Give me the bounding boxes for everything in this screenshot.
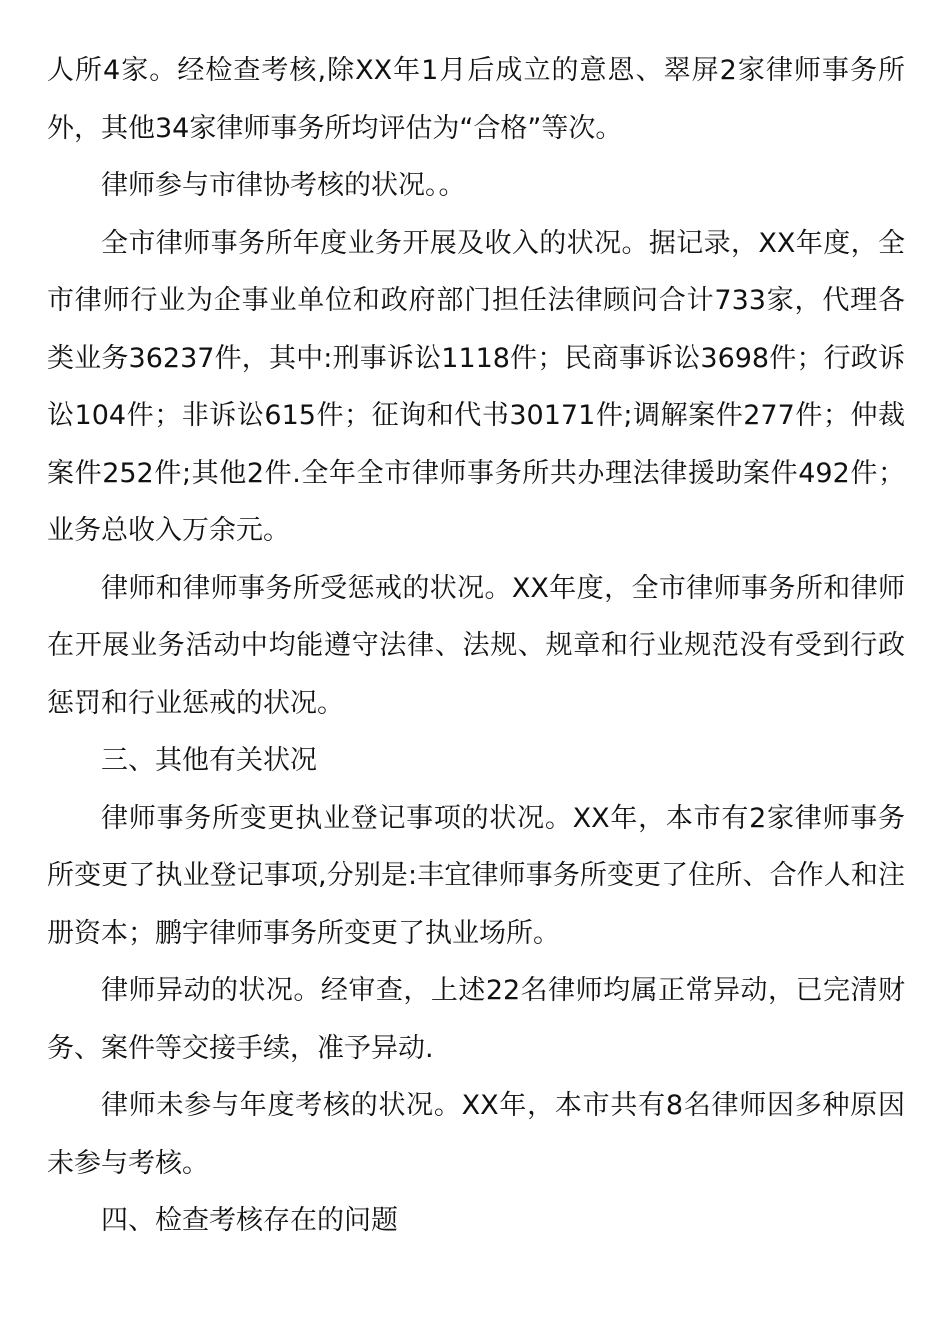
section-heading-problems: 四、检查考核存在的问题 (101, 1205, 398, 1236)
paragraph-registration-change: 律师事务所变更执业登记事项的状况。XX年，本市有2家律师事务所变更了执业登记事项,分别是:丰宜律师事务所变更了住所、合作人和注册资本；鹏宇律师事务所变更了执业场所。 (47, 802, 905, 949)
paragraph-lawyer-transfer: 律师异动的状况。经审查，上述22名律师均属正常异动，已完清财务、案件等交接手续，准予异动. (47, 975, 905, 1064)
paragraph-continuation: 人所4家。经检查考核,除XX年1月后成立的意恩、翠屏2家律师事务所外，其他34家律师事务所均评估为“合格”等次。 (47, 55, 905, 144)
paragraph-discipline: 律师和律师事务所受惩戒的状况。XX年度，全市律师事务所和律师在开展业务活动中均能遵守法律、法规、规章和行业规范没有受到行政惩罚和行业惩戒的状况。 (47, 572, 905, 719)
document-page (47, 42, 905, 1250)
paragraph-not-assessed: 律师未参与年度考核的状况。XX年，本市共有8名律师因多种原因未参与考核。 (47, 1090, 905, 1179)
paragraph-lawyer-assessment: 律师参与市律协考核的状况。。 (101, 170, 466, 201)
paragraph-business-income: 全市律师事务所年度业务开展及收入的状况。据记录，XX年度，全市律师行业为企事业单位和政府部门担任法律顾问合计733家，代理各类业务36237件，其中:刑事诉讼1118件；民商事诉讼3698件；行政诉讼104件；非诉讼615件；征询和代书30171件;调解案件277件；仲裁案件252件;其他2件.全年全市律师事务所共办理法律援助案件492件；业务总收入万余元。 (47, 227, 905, 546)
section-heading-other: 三、其他有关状况 (101, 745, 317, 776)
